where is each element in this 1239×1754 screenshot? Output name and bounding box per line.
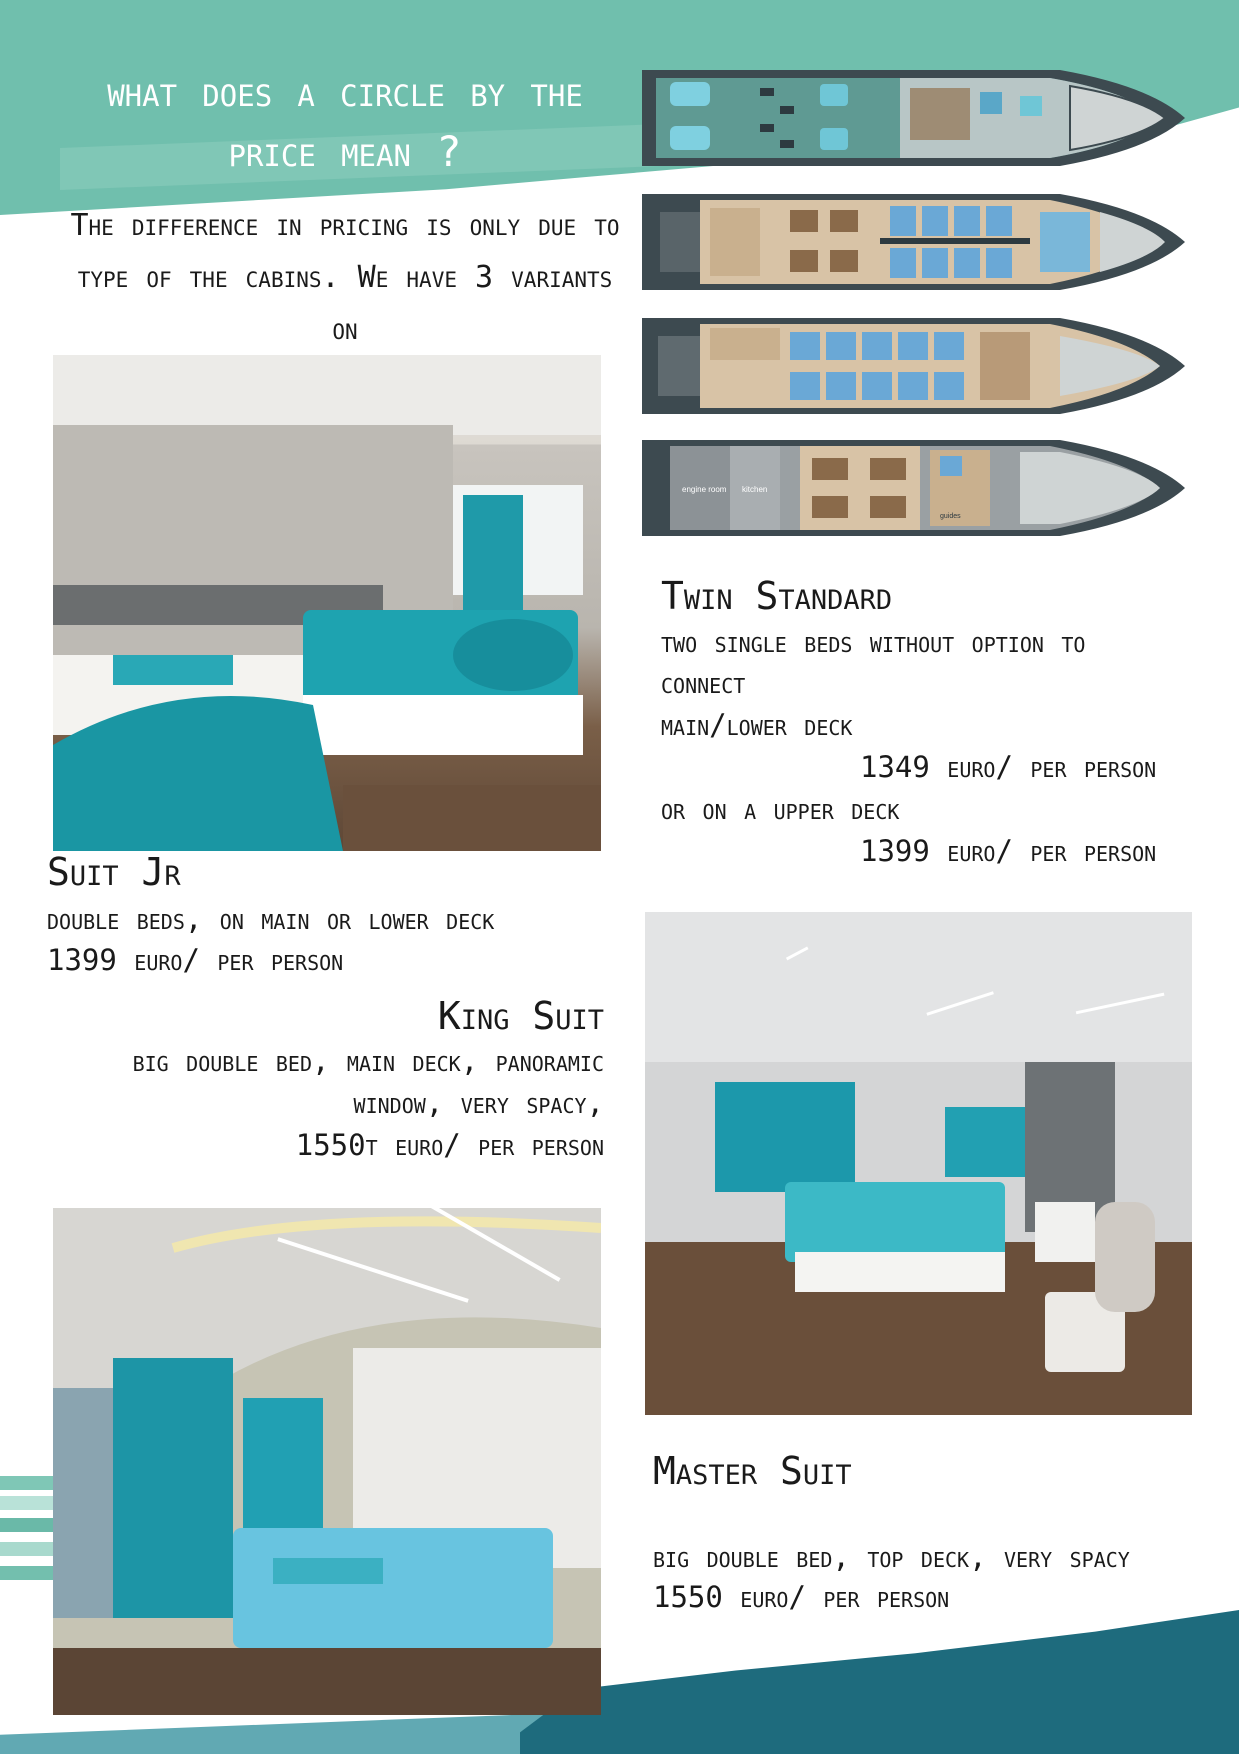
master-suit-cabin-photo — [645, 912, 1192, 1415]
suit-jr-price: 1399 euro/ per person — [47, 943, 344, 977]
twin-standard-title: Twin Standard — [661, 574, 893, 618]
master-suit-line-1: big double bed, top deck, very spacy — [653, 1540, 1130, 1574]
page-title-line-1: what does a circle by the — [107, 67, 583, 116]
deck-plan-top — [640, 66, 1185, 170]
kitchen-label: kitchen — [742, 485, 768, 494]
suit-jr-line-1: double beds, on main or lower deck — [47, 902, 495, 936]
deck-plan-main — [640, 314, 1185, 418]
suit-jr-title: Suit Jr — [47, 850, 181, 894]
guides-label: guides — [940, 513, 961, 520]
twin-standard-line-4: or on a upper deck — [661, 792, 900, 826]
master-suit-price: 1550 euro/ per person — [653, 1580, 950, 1614]
king-suit-title: King Suit — [437, 994, 604, 1038]
page-title-line-2: price mean ? — [228, 127, 462, 176]
twin-standard-line-3: main/lower deck — [661, 708, 853, 742]
page-title — [80, 62, 610, 182]
king-suit-line-2: window, very spacy, — [353, 1086, 604, 1120]
intro-line-1: The difference in pricing is only due to — [70, 208, 620, 243]
king-suit-line-1: big double bed, main deck, panoramic — [132, 1044, 604, 1078]
twin-standard-price-upper: 1399 euro/ per person — [860, 834, 1157, 868]
king-suit-price: 1550t euro/ per person — [295, 1128, 604, 1162]
footer-brush-stroke — [520, 1610, 1239, 1754]
deck-plan-lower — [640, 436, 1185, 540]
master-suit-title: Master Suit — [653, 1449, 852, 1493]
king-suit-cabin-photo — [53, 1208, 601, 1715]
twin-standard-line-2: connect — [661, 666, 746, 700]
intro-line-2: type of the cabins. We have 3 variants on — [77, 260, 613, 347]
twin-standard-line-1: two single beds without option to — [661, 625, 1086, 659]
deck-plan-upper — [640, 190, 1185, 294]
engine-room-label: engine room — [682, 485, 727, 494]
twin-standard-cabin-photo — [53, 355, 601, 851]
twin-standard-price-main-lower: 1349 euro/ per person — [860, 750, 1157, 784]
